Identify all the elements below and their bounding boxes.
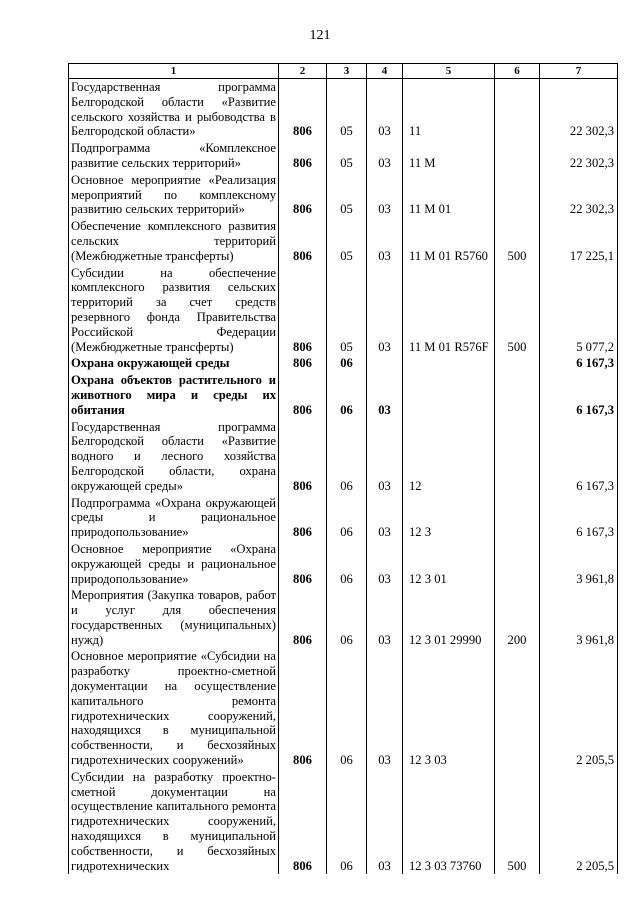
row-expense-type: 200 [495, 587, 540, 648]
row-amount: 5 077,2 [540, 265, 618, 356]
row-target-article: 11 М 01 R576F [403, 265, 495, 356]
row-grbs: 806 [279, 648, 327, 768]
row-target-article [403, 372, 495, 418]
row-expense-type: 500 [495, 265, 540, 356]
row-name: Охрана объектов растительного и животного мира и среды их обитания [69, 372, 279, 418]
column-header: 2 [279, 64, 327, 79]
row-name: Субсидии на разработку проектно-сметной документации на осуществление капитального ремонта гидротехнических сооружений, находящихся в муниципальной собственности, и бесхозяйных гидротехнических [69, 769, 279, 875]
budget-table [68, 63, 618, 874]
row-grbs: 806 [279, 495, 327, 541]
row-amount: 6 167,3 [540, 419, 618, 495]
row-section: 05 [327, 218, 367, 264]
row-name: Подпрограмма «Охрана окружающей среды и рациональное природопользование» [69, 495, 279, 541]
row-grbs: 806 [279, 218, 327, 264]
row-section: 05 [327, 172, 367, 218]
row-name: Государственная программа Белгородской области «Развитие сельского хозяйства и рыбоводства в Белгородской области» [69, 79, 279, 141]
row-expense-type [495, 355, 540, 372]
row-amount: 3 961,8 [540, 541, 618, 587]
table-row [69, 587, 618, 648]
row-expense-type [495, 172, 540, 218]
row-target-article: 11 М [403, 140, 495, 172]
row-grbs: 806 [279, 419, 327, 495]
row-amount: 3 961,8 [540, 587, 618, 648]
row-expense-type [495, 79, 540, 141]
row-name: Основное мероприятие «Субсидии на разработку проектно-сметной документации на осуществление капитального ремонта гидротехнических сооружений, находящихся в муниципальной собственности, и бесхозяйных гидротехнических сооружений» [69, 648, 279, 768]
column-header: 6 [495, 64, 540, 79]
table-body [69, 79, 618, 875]
row-section: 06 [327, 419, 367, 495]
row-target-article: 11 М 01 R5760 [403, 218, 495, 264]
row-target-article: 12 3 03 73760 [403, 769, 495, 875]
row-amount: 6 167,3 [540, 355, 618, 372]
row-name: Основное мероприятие «Охрана окружающей среды и рациональное природопользование» [69, 541, 279, 587]
row-section: 06 [327, 355, 367, 372]
row-grbs: 806 [279, 541, 327, 587]
row-section: 06 [327, 587, 367, 648]
row-expense-type: 500 [495, 769, 540, 875]
row-amount: 6 167,3 [540, 495, 618, 541]
column-header: 4 [367, 64, 403, 79]
row-name: Субсидии на обеспечение комплексного развития сельских территорий за счет средств резервного фонда Правительства Российской Федерации (Межбюджетные трансферты) [69, 265, 279, 356]
row-target-article: 12 3 01 [403, 541, 495, 587]
row-grbs: 806 [279, 587, 327, 648]
row-expense-type [495, 495, 540, 541]
row-subsection: 03 [367, 541, 403, 587]
column-header: 5 [403, 64, 495, 79]
row-subsection: 03 [367, 495, 403, 541]
row-target-article: 11 [403, 79, 495, 141]
row-grbs: 806 [279, 79, 327, 141]
row-grbs: 806 [279, 355, 327, 372]
row-subsection: 03 [367, 419, 403, 495]
row-expense-type [495, 541, 540, 587]
row-expense-type [495, 419, 540, 495]
row-amount: 2 205,5 [540, 648, 618, 768]
table-row [69, 769, 618, 875]
row-section: 06 [327, 648, 367, 768]
row-section: 06 [327, 541, 367, 587]
row-subsection: 03 [367, 140, 403, 172]
row-grbs: 806 [279, 372, 327, 418]
row-subsection: 03 [367, 172, 403, 218]
row-expense-type: 500 [495, 218, 540, 264]
table-row [69, 265, 618, 356]
row-expense-type [495, 372, 540, 418]
row-subsection: 03 [367, 769, 403, 875]
row-section: 06 [327, 495, 367, 541]
table-row [69, 218, 618, 264]
row-section: 06 [327, 372, 367, 418]
row-subsection: 03 [367, 218, 403, 264]
row-grbs: 806 [279, 265, 327, 356]
table-row [69, 172, 618, 218]
row-name: Мероприятия (Закупка товаров, работ и услуг для обеспечения государственных (муниципальных) нужд) [69, 587, 279, 648]
row-expense-type [495, 648, 540, 768]
row-section: 06 [327, 769, 367, 875]
header-row [69, 64, 618, 79]
table-row [69, 355, 618, 372]
row-target-article: 12 3 [403, 495, 495, 541]
row-subsection: 03 [367, 265, 403, 356]
row-name: Обеспечение комплексного развития сельских территорий (Межбюджетные трансферты) [69, 218, 279, 264]
row-target-article [403, 355, 495, 372]
column-header: 7 [540, 64, 618, 79]
row-target-article: 12 [403, 419, 495, 495]
column-header: 1 [69, 64, 279, 79]
row-section: 05 [327, 140, 367, 172]
row-expense-type [495, 140, 540, 172]
table-row [69, 541, 618, 587]
row-grbs: 806 [279, 172, 327, 218]
table-row [69, 140, 618, 172]
row-target-article: 11 М 01 [403, 172, 495, 218]
row-grbs: 806 [279, 769, 327, 875]
row-subsection: 03 [367, 648, 403, 768]
row-name: Охрана окружающей среды [69, 355, 279, 372]
table-row [69, 79, 618, 141]
table-row [69, 648, 618, 768]
row-target-article: 12 3 01 29990 [403, 587, 495, 648]
row-name: Подпрограмма «Комплексное развитие сельских территорий» [69, 140, 279, 172]
row-amount: 2 205,5 [540, 769, 618, 875]
table-row [69, 372, 618, 418]
page-number: 121 [309, 28, 331, 43]
row-section: 05 [327, 265, 367, 356]
row-amount: 22 302,3 [540, 172, 618, 218]
table-row [69, 495, 618, 541]
row-subsection: 03 [367, 79, 403, 141]
row-amount: 22 302,3 [540, 140, 618, 172]
row-name: Государственная программа Белгородской области «Развитие водного и лесного хозяйства Белгородской области, охрана окружающей среды» [69, 419, 279, 495]
row-grbs: 806 [279, 140, 327, 172]
row-target-article: 12 3 03 [403, 648, 495, 768]
row-subsection: 03 [367, 372, 403, 418]
row-section: 05 [327, 79, 367, 141]
row-amount: 17 225,1 [540, 218, 618, 264]
table-row [69, 419, 618, 495]
row-subsection [367, 355, 403, 372]
row-amount: 6 167,3 [540, 372, 618, 418]
row-name: Основное мероприятие «Реализация мероприятий по комплексному развитию сельских территорий» [69, 172, 279, 218]
column-header: 3 [327, 64, 367, 79]
row-subsection: 03 [367, 587, 403, 648]
row-amount: 22 302,3 [540, 79, 618, 141]
